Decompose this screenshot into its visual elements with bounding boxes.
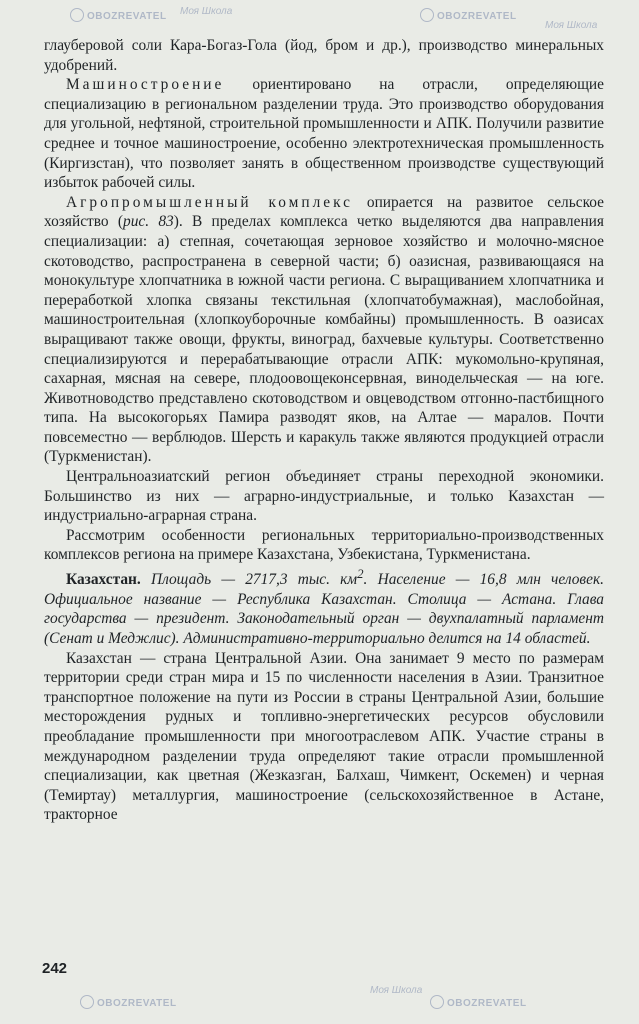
page-number: 242	[42, 960, 68, 977]
figure-reference: рис. 83	[123, 213, 174, 231]
paragraph: Казахстан — страна Центральной Азии. Она занимает 9 место по размерам территории среди стран мира и 15 по численности населения в Азии. Транзитное транспортное положение на пути из России в страны Центральной Азии, большие месторождения рудных и топливно-энергетических ресурсов обусловили преобладание промышленности при многоотраслевом АПК. Участие страны в международном разделении труда определяют такие отрасли промышленной специализации, как цветная (Жезказган, Балхаш, Чимкент, Оскемен) и черная (Темиртау) металлургия, машиностроение (сельскохозяйственное в Астане, тракторное	[44, 649, 604, 824]
term-agro-complex: Агропромышленный комплекс	[66, 193, 354, 211]
paragraph-machine-building: Машиностроение ориентировано на отрасли, определяющие специализацию в региональном разделении труда. Это производство оборудования для угольной, нефтяной, строительной промышленности и АПК. Получили развитие среднее и точное машиностроение, особенно электротехническая промышленность (Киргизстан), что позволяет занять в общественном производстве существующий избыток рабочей силы.	[44, 76, 604, 192]
watermark-logo-icon	[420, 8, 434, 22]
paragraph: глауберовой соли Кара-Богаз-Гола (йод, бром и др.), производство минеральных удобрений.	[44, 37, 604, 74]
watermark-brand: OBOZREVATEL	[70, 8, 167, 22]
watermark-brand: OBOZREVATEL	[80, 995, 177, 1009]
paragraph-agro-complex: Агропромышленный комплекс опирается на развитое сельское хозяйство (рис. 83). В пределах комплекса четко выделяются два направления специализации: а) степная, сочетающая зерновое хозяйство и молочно-мясное скотоводство, распространена в северной части; б) оазисная, развивающаяся на монокультуре хлопчатника в южной части региона. С выращиванием хлопчатника и переработкой хлопка связаны текстильная (хлопчатобумажная), маслобойная, машиностроительная (хлопкоуборочные комбайны) промышленность. В оазисах выращивают также овощи, фрукты, виноград, бахчевые культуры. Соответственно специализируются и перерабатывающие отрасли АПК: мукомольно-крупяная, сахарная, мясная на севере, плодоовощеконсервная, винодельческая — на юге. Животноводство представлено скотоводством и овцеводством отгонно-пастбищного типа. На высокогорьях Памира разводят яков, на Алтае — маралов. Почти повсеместно — верблюдов. Шерсть и каракуль также являются продукцией отрасли (Туркменистан).	[44, 193, 604, 466]
watermark-logo-icon	[80, 995, 94, 1009]
paragraph: Центральноазиатский регион объединяет страны переходной экономики. Большинство из них — аграрно-индустриальные, и только Казахстан — индустриально-аграрная страна.	[44, 468, 604, 525]
country-heading: Казахстан.	[66, 571, 141, 589]
watermark-logo-icon	[430, 995, 444, 1009]
watermark-school: Моя Школа	[545, 20, 598, 31]
paragraph-kazakhstan-facts: Казахстан. Площадь — 2717,3 тыс. $км^2$. Население — 16,8 млн человек. Официальное название — Республика Казахстан. Столица — Астана. Глава государства — президент. Законодательный орган — двухпалатный парламент (Сенат и Меджлис). Административно-территориально делится на 14 областей.	[44, 567, 604, 647]
watermark-brand: OBOZREVATEL	[430, 995, 527, 1009]
document-page	[44, 36, 604, 825]
term-machine-building: Машиностроение	[66, 76, 225, 94]
watermark-school: Моя Школа	[180, 6, 233, 17]
watermark-logo-icon	[70, 8, 84, 22]
watermark-school: Моя Школа	[370, 985, 423, 996]
watermark-brand: OBOZREVATEL	[420, 8, 517, 22]
paragraph: Рассмотрим особенности региональных территориально-производственных комплексов региона на примере Казахстана, Узбекистана, Туркменистана.	[44, 526, 604, 564]
